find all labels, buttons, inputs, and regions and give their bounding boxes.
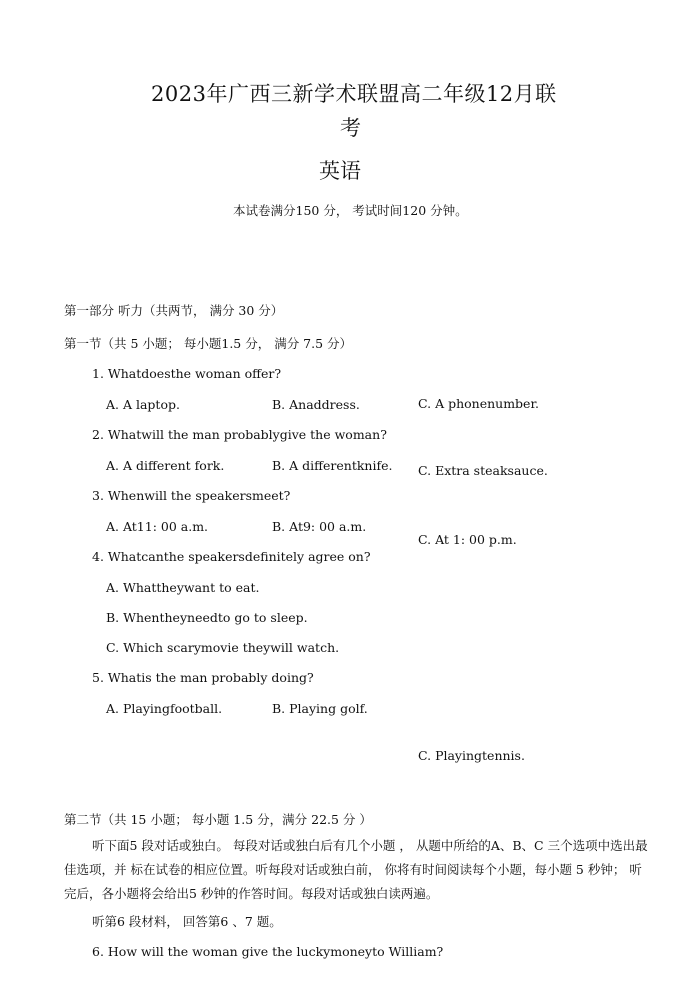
exam-title-line1: 2023年广西三新学术联盟高二年级12月联 <box>151 82 557 106</box>
q1-option-c: C. A phonenumber. <box>418 396 540 411</box>
q5-option-a: A. Playingfootball. <box>106 701 223 716</box>
section1-heading: 第一节（共 5 小题； 每小题1.5 分， 满分 7.5 分） <box>64 336 353 351</box>
subject-title: 英语 <box>319 159 361 183</box>
question-5: 5. Whatis the man probably doing? <box>92 670 314 685</box>
q2-option-b: B. A differentknife. <box>272 458 393 473</box>
q1-option-b: B. Anaddress. <box>272 397 360 412</box>
q1-option-a: A. A laptop. <box>106 397 180 412</box>
question-3: 3. Whenwill the speakersmeet? <box>92 488 291 503</box>
question-4: 4. Whatcanthe speakersdefinitely agree on? <box>92 549 371 564</box>
part1-heading: 第一部分 听力（共两节， 满分 30 分） <box>64 303 284 318</box>
q3-option-b: B. At9: 00 a.m. <box>272 519 367 534</box>
q4-option-a: A. Whattheywant to eat. <box>106 580 260 595</box>
section2-heading: 第二节（共 15 小题； 每小题 1.5 分，满分 22.5 分 ） <box>64 812 372 827</box>
q4-option-c: C. Which scarymovie theywill watch. <box>106 640 340 655</box>
exam-title-line2: 考 <box>340 116 362 140</box>
q5-option-b: B. Playing golf. <box>272 701 368 716</box>
q5-option-c: C. Playingtennis. <box>418 748 525 763</box>
q2-option-c: C. Extra steaksauce. <box>418 463 548 478</box>
q2-option-a: A. A different fork. <box>106 458 225 473</box>
question-2: 2. Whatwill the man probablygive the woman? <box>92 427 387 442</box>
q3-option-c: C. At 1: 00 p.m. <box>418 532 517 547</box>
question-1: 1. Whatdoesthe woman offer? <box>92 366 282 381</box>
question-6: 6. How will the woman give the luckymoneyto William? <box>92 944 444 959</box>
exam-note: 本试卷满分150 分， 考试时间120 分钟。 <box>233 203 468 218</box>
material-note: 听第6 段材料， 回答第6 、7 题。 <box>92 914 282 929</box>
q4-option-b: B. Whentheyneedto go to sleep. <box>106 610 308 625</box>
section2-instructions: 听下面5 段对话或独白。 每段对话或独白后有几个小题 ， 从题中所给的A、B、C 三个选项中选出最佳选项，并 标在试卷的相应位置。听每段对话或独白前， 你将有时间阅读每个小题，每小题 5 秒钟； 听完后，各小题将会给出5 秒钟的作答时间。每段对话或独白读两遍。 <box>64 838 648 901</box>
q3-option-a: A. At11: 00 a.m. <box>106 519 209 534</box>
